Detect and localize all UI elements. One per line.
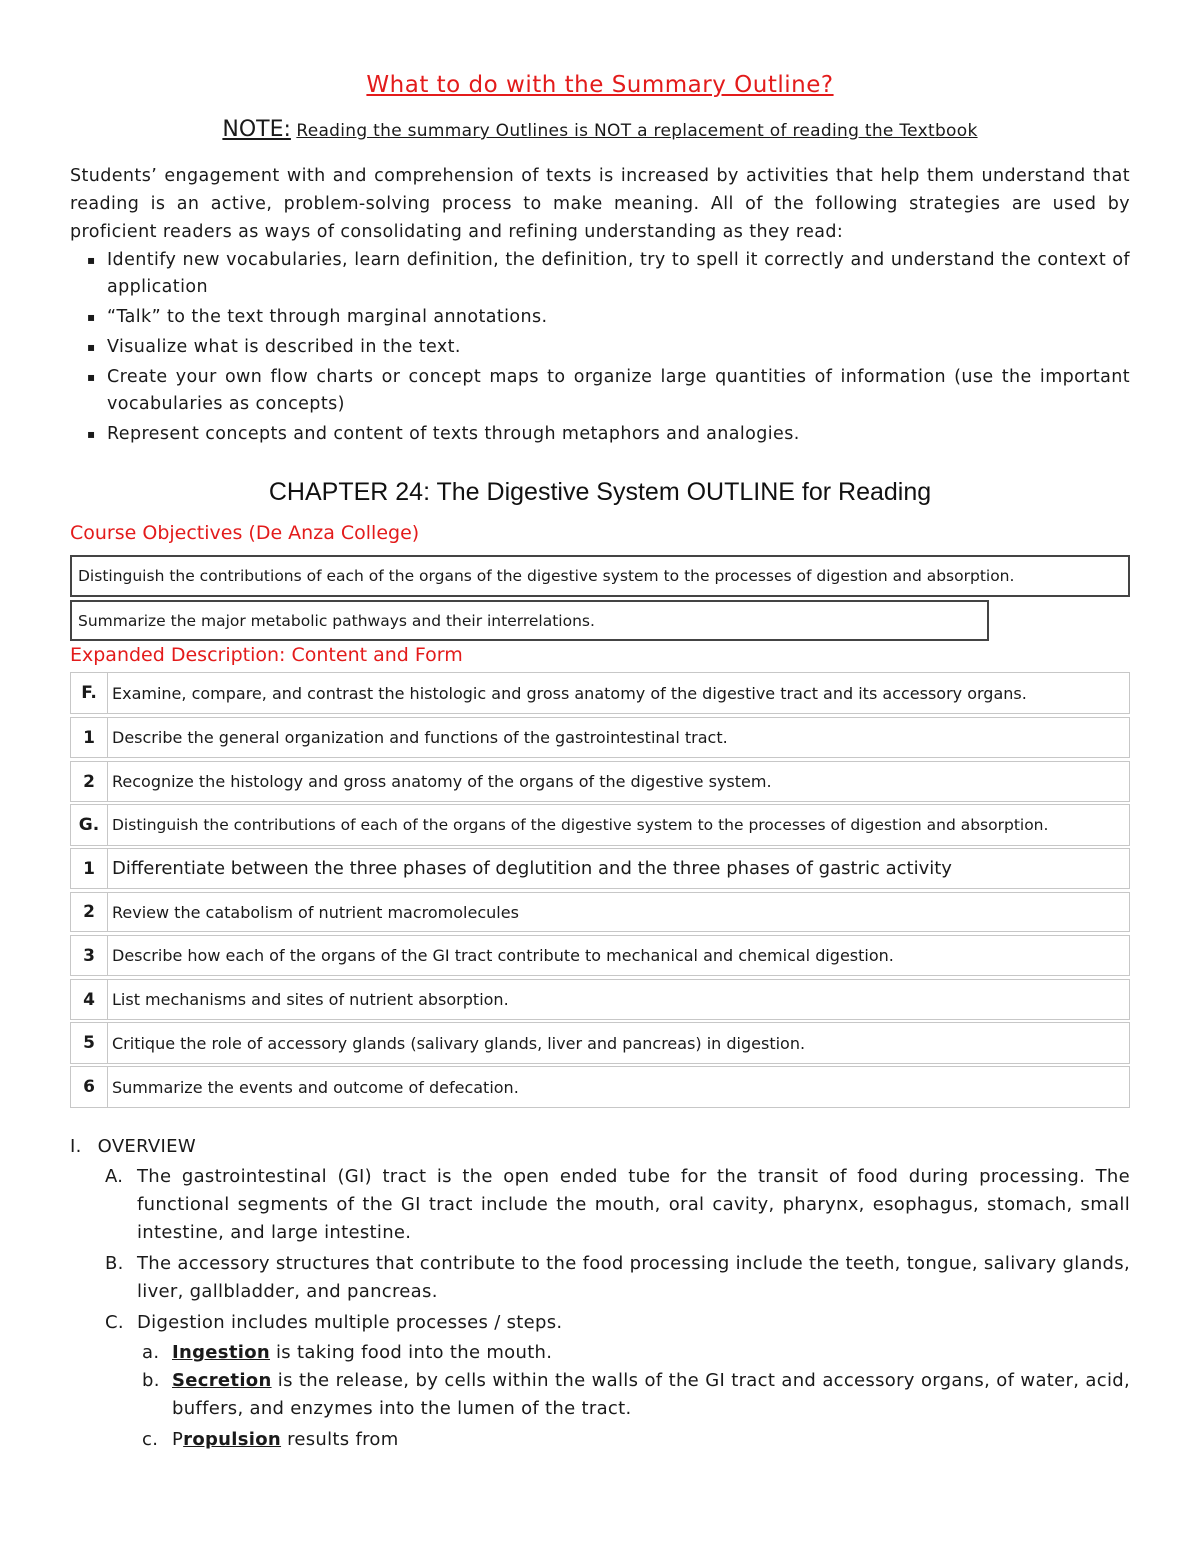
row-text: Critique the role of accessory glands (salivary glands, liver and pancreas) in digestion.	[112, 1033, 806, 1053]
row-number: 5	[83, 1033, 95, 1053]
row-number: 2	[83, 902, 95, 922]
table-row	[70, 892, 1130, 932]
strategy-item: ▪ Identify new vocabularies, learn definition, the definition, try to spell it correctly and understand the context of application	[70, 247, 1130, 301]
outline-subitem	[172, 1367, 1130, 1423]
section-marker: I.	[70, 1136, 82, 1157]
table-row	[70, 1022, 1130, 1064]
row-text: Examine, compare, and contrast the histologic and gross anatomy of the digestive tract and its accessory organs.	[112, 683, 1027, 703]
outline-subitem	[172, 1426, 1130, 1454]
expanded-description-heading: Expanded Description: Content and Form	[70, 644, 463, 666]
key-term: Secretion	[172, 1370, 272, 1391]
strategy-list	[70, 247, 1130, 451]
row-text: Recognize the histology and gross anatomy of the organs of the digestive system.	[112, 772, 772, 791]
table-row	[70, 1066, 1130, 1108]
key-term: ropulsion	[183, 1429, 282, 1450]
subitem-text: is the release, by cells within the walls of the GI tract and accessory organs, of water, acid, buffers, and enzymes into the lumen of the tract.	[172, 1370, 1130, 1419]
row-number: 1	[83, 727, 95, 748]
intro-paragraph: Students’ engagement with and comprehension of texts is increased by activities that help them understand that reading is an active, problem-solving process to make meaning. All of the following strategies are used by proficient readers as ways of consolidating and refining understanding as they read:	[70, 166, 1130, 242]
table-row	[70, 848, 1130, 889]
subitem-text: is taking food into the mouth.	[269, 1342, 553, 1363]
objective-box: Distinguish the contributions of each of the organs of the digestive system to the processes of digestion and absorption.	[70, 555, 1130, 597]
table-row	[70, 979, 1130, 1020]
chapter-title: CHAPTER 24: The Digestive System OUTLINE for Reading	[268, 478, 932, 506]
summary-outline-title: What to do with the Summary Outline?	[366, 72, 834, 98]
row-number: 2	[83, 771, 95, 792]
row-number: 6	[83, 1077, 95, 1097]
strategy-item: ▪ Create your own flow charts or concept maps to organize large quantities of information (use the important vocabularies as concepts)	[70, 364, 1130, 418]
outline-subitem	[172, 1339, 1130, 1367]
row-text: Summarize the events and outcome of defecation.	[112, 1077, 519, 1097]
row-number: G.	[78, 815, 100, 835]
row-number: 1	[83, 858, 95, 879]
row-number: F.	[81, 683, 97, 703]
note-line: NOTE: Reading the summary Outlines is NOT a replacement of reading the Textbook	[222, 117, 978, 142]
outline-submarker: b.	[142, 1370, 160, 1391]
table-row	[70, 935, 1130, 976]
outline-marker: C.	[105, 1312, 124, 1333]
strategy-item: ▪ Visualize what is described in the text.	[70, 334, 1130, 361]
outline-marker: B.	[105, 1253, 124, 1274]
row-text: Distinguish the contributions of each of the organs of the digestive system to the processes of digestion and absorption.	[112, 816, 1049, 834]
row-number: 3	[83, 945, 95, 966]
note-label: NOTE	[222, 117, 284, 142]
note-text: Reading the summary Outlines is NOT a replacement of reading the Textbook	[296, 121, 978, 141]
outline-item-text: Digestion includes multiple processes / steps.	[137, 1312, 563, 1333]
row-text: Differentiate between the three phases of deglutition and the three phases of gastric activity	[112, 858, 952, 879]
row-text: List mechanisms and sites of nutrient absorption.	[112, 990, 509, 1009]
row-text: Describe how each of the organs of the GI tract contribute to mechanical and chemical digestion.	[112, 946, 894, 965]
row-number: 4	[83, 989, 95, 1010]
section-heading	[70, 1133, 196, 1161]
objective-box: Summarize the major metabolic pathways and their interrelations.	[70, 600, 989, 641]
outline-submarker: a.	[142, 1342, 160, 1363]
table-row	[70, 672, 1130, 714]
outline-item-text: The accessory structures that contribute to the food processing include the teeth, tongue, salivary glands, liver, gallbladder, and pancreas.	[137, 1253, 1130, 1302]
table-row	[70, 761, 1130, 802]
section-title: OVERVIEW	[97, 1136, 196, 1157]
course-objectives-heading: Course Objectives (De Anza College)	[70, 522, 420, 544]
subitem-text: results from	[281, 1429, 399, 1450]
outline-submarker: c.	[142, 1429, 159, 1450]
outline-item-text: The gastrointestinal (GI) tract is the open ended tube for the transit of food during processing. The functional segments of the GI tract include the mouth, oral cavity, pharynx, esophagus, stomach, small intestine, and large intestine.	[137, 1166, 1130, 1243]
strategy-item: ▪ “Talk” to the text through marginal annotations.	[70, 304, 1130, 331]
row-text: Describe the general organization and functions of the gastrointestinal tract.	[112, 728, 728, 747]
table-row	[70, 804, 1130, 846]
key-term: Ingestion	[172, 1342, 270, 1363]
outline-marker: A.	[105, 1166, 124, 1187]
strategy-item: ▪ Represent concepts and content of texts through metaphors and analogies.	[70, 421, 1130, 448]
key-term-prefix: P	[172, 1429, 184, 1450]
table-row	[70, 717, 1130, 758]
row-text: Review the catabolism of nutrient macromolecules	[112, 902, 519, 922]
